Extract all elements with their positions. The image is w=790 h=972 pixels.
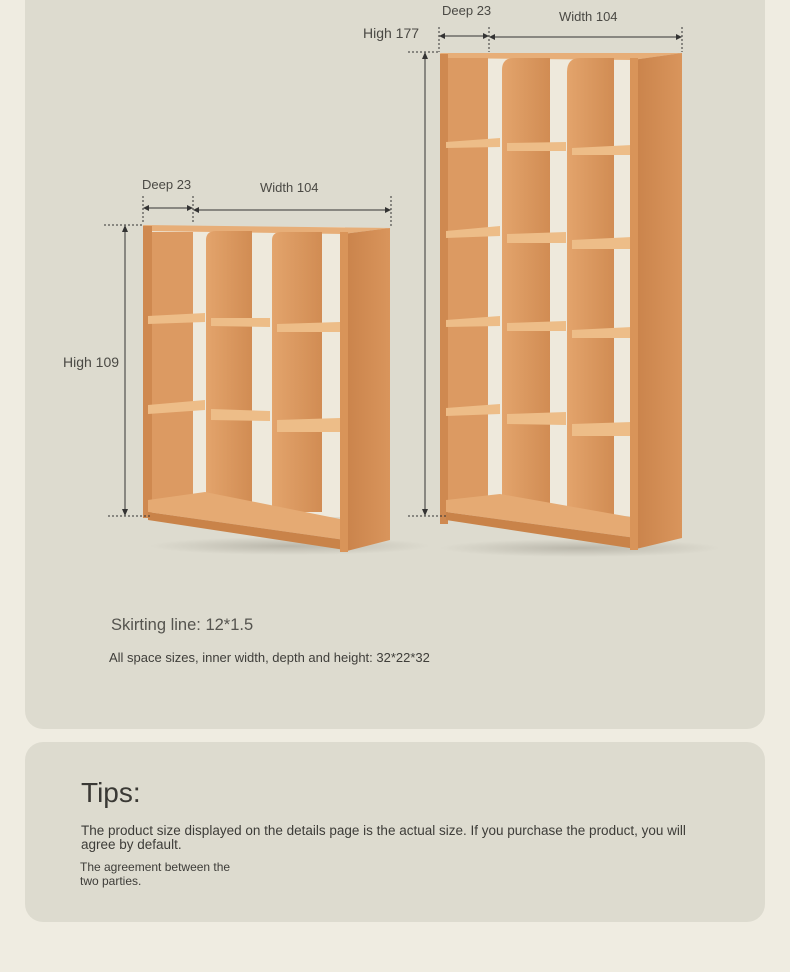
- small-bookshelf: [143, 225, 430, 555]
- small-width-label: Width 104: [260, 180, 319, 195]
- tips-body: The product size displayed on the details page is the actual size. If you purchase the product, you will agree by default.: [81, 823, 686, 852]
- tips-title: Tips:: [81, 777, 141, 808]
- large-high-label: High 177: [363, 25, 420, 41]
- large-bookshelf: [440, 53, 720, 557]
- large-deep-label: Deep 23: [442, 3, 492, 18]
- space-sizes-caption: All space sizes, inner width, depth and height: 32*22*32: [109, 650, 430, 665]
- small-deep-label: Deep 23: [142, 177, 192, 192]
- small-high-label: High 109: [63, 354, 120, 370]
- skirting-line-caption: Skirting line: 12*1.5: [111, 616, 254, 634]
- large-width-label: Width 104: [559, 9, 618, 24]
- tips-note: The agreement between the two parties.: [80, 860, 231, 888]
